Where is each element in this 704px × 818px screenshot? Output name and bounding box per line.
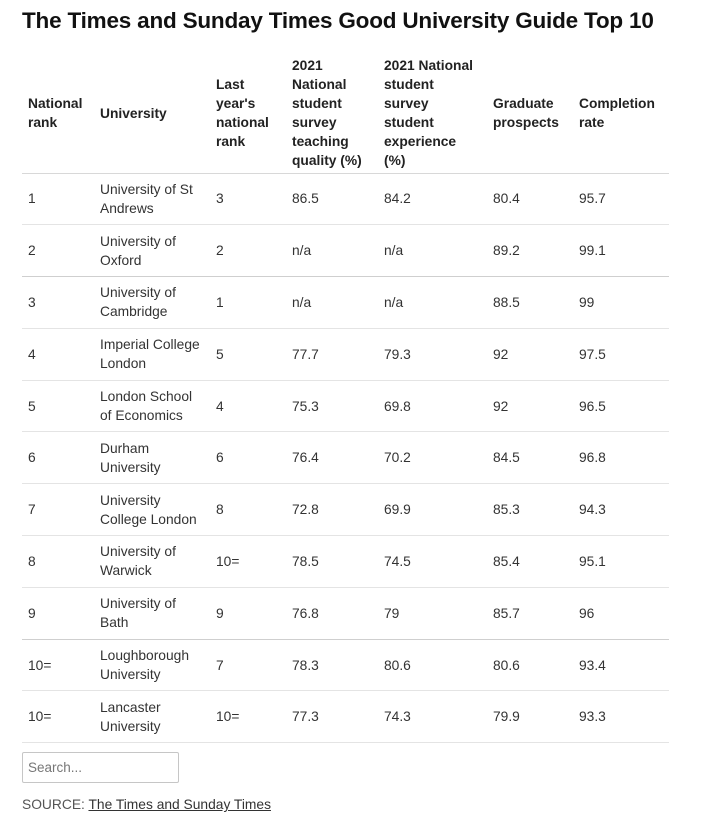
table-cell: 8	[22, 536, 94, 588]
column-header[interactable]: Graduate prospects	[487, 52, 573, 173]
table-cell: University of St Andrews	[94, 173, 210, 225]
column-header[interactable]: University	[94, 52, 210, 173]
table-cell: 8	[210, 484, 286, 536]
column-header[interactable]: Last year's national rank	[210, 52, 286, 173]
table-cell: 97.5	[573, 328, 669, 380]
table-row	[22, 380, 669, 432]
table-cell: 79.3	[378, 328, 487, 380]
table-cell: n/a	[378, 277, 487, 329]
table-cell: 4	[210, 380, 286, 432]
table-cell: Lancaster University	[94, 691, 210, 743]
table-cell: 10=	[22, 691, 94, 743]
table-row	[22, 173, 669, 225]
table-cell: 3	[210, 173, 286, 225]
table-cell: Imperial College London	[94, 328, 210, 380]
table-cell: 93.4	[573, 639, 669, 691]
table-cell: 76.8	[286, 587, 378, 639]
table-cell: 80.6	[487, 639, 573, 691]
table-cell: University College London	[94, 484, 210, 536]
column-header[interactable]: Completion rate	[573, 52, 669, 173]
table-cell: 70.2	[378, 432, 487, 484]
table-cell: 10=	[210, 691, 286, 743]
table-cell: 78.5	[286, 536, 378, 588]
table-cell: 96	[573, 587, 669, 639]
page-title: The Times and Sunday Times Good University Guide Top 10	[22, 8, 654, 33]
table-cell: 75.3	[286, 380, 378, 432]
table-cell: 74.3	[378, 691, 487, 743]
table-cell: 9	[210, 587, 286, 639]
table-row	[22, 536, 669, 588]
table-cell: 78.3	[286, 639, 378, 691]
table-row	[22, 587, 669, 639]
table-row	[22, 691, 669, 743]
column-header[interactable]: 2021 National student survey student experience (%)	[378, 52, 487, 173]
search-input[interactable]	[22, 752, 179, 783]
table-cell: 10=	[210, 536, 286, 588]
table-cell: 79	[378, 587, 487, 639]
table-cell: 92	[487, 380, 573, 432]
table-cell: 85.3	[487, 484, 573, 536]
table-cell: 79.9	[487, 691, 573, 743]
table-cell: University of Warwick	[94, 536, 210, 588]
table-cell: 3	[22, 277, 94, 329]
source-label: SOURCE:	[22, 797, 85, 812]
table-cell: n/a	[286, 225, 378, 277]
table-cell: 85.7	[487, 587, 573, 639]
university-ranking-table	[22, 52, 669, 743]
table-cell: University of Oxford	[94, 225, 210, 277]
table-cell: 92	[487, 328, 573, 380]
table-cell: 99.1	[573, 225, 669, 277]
column-header[interactable]: National rank	[22, 52, 94, 173]
table-row	[22, 432, 669, 484]
table-cell: London School of Economics	[94, 380, 210, 432]
table-row	[22, 484, 669, 536]
table-row	[22, 277, 669, 329]
table-cell: 85.4	[487, 536, 573, 588]
table-cell: 5	[22, 380, 94, 432]
table-cell: Loughborough University	[94, 639, 210, 691]
table-row	[22, 328, 669, 380]
table-cell: 6	[210, 432, 286, 484]
table-cell: 99	[573, 277, 669, 329]
table-cell: University of Bath	[94, 587, 210, 639]
table-cell: n/a	[378, 225, 487, 277]
table-cell: 84.5	[487, 432, 573, 484]
table-cell: Durham University	[94, 432, 210, 484]
table-cell: 2	[210, 225, 286, 277]
table-cell: 6	[22, 432, 94, 484]
table-cell: 94.3	[573, 484, 669, 536]
table-cell: 2	[22, 225, 94, 277]
table-header-row	[22, 52, 669, 173]
table-cell: 7	[210, 639, 286, 691]
table-cell: 74.5	[378, 536, 487, 588]
table-cell: 4	[22, 328, 94, 380]
table-cell: 7	[22, 484, 94, 536]
table-row	[22, 639, 669, 691]
table-cell: 80.6	[378, 639, 487, 691]
table-cell: 96.5	[573, 380, 669, 432]
source-link[interactable]: The Times and Sunday Times	[88, 797, 271, 812]
table-cell: 72.8	[286, 484, 378, 536]
table-cell: 84.2	[378, 173, 487, 225]
table-cell: 80.4	[487, 173, 573, 225]
source-line	[22, 797, 271, 812]
table-cell: 95.7	[573, 173, 669, 225]
table-cell: 95.1	[573, 536, 669, 588]
table-cell: 77.3	[286, 691, 378, 743]
table-cell: 88.5	[487, 277, 573, 329]
table-cell: 1	[210, 277, 286, 329]
table-cell: 86.5	[286, 173, 378, 225]
table-cell: 77.7	[286, 328, 378, 380]
table-cell: 96.8	[573, 432, 669, 484]
table-cell: 69.8	[378, 380, 487, 432]
table-cell: University of Cambridge	[94, 277, 210, 329]
table-cell: n/a	[286, 277, 378, 329]
table-cell: 1	[22, 173, 94, 225]
table-cell: 9	[22, 587, 94, 639]
table-cell: 93.3	[573, 691, 669, 743]
table-cell: 89.2	[487, 225, 573, 277]
table-cell: 5	[210, 328, 286, 380]
table-cell: 76.4	[286, 432, 378, 484]
table-cell: 69.9	[378, 484, 487, 536]
table-row	[22, 225, 669, 277]
column-header[interactable]: 2021 National student survey teaching quality (%)	[286, 52, 378, 173]
table-cell: 10=	[22, 639, 94, 691]
